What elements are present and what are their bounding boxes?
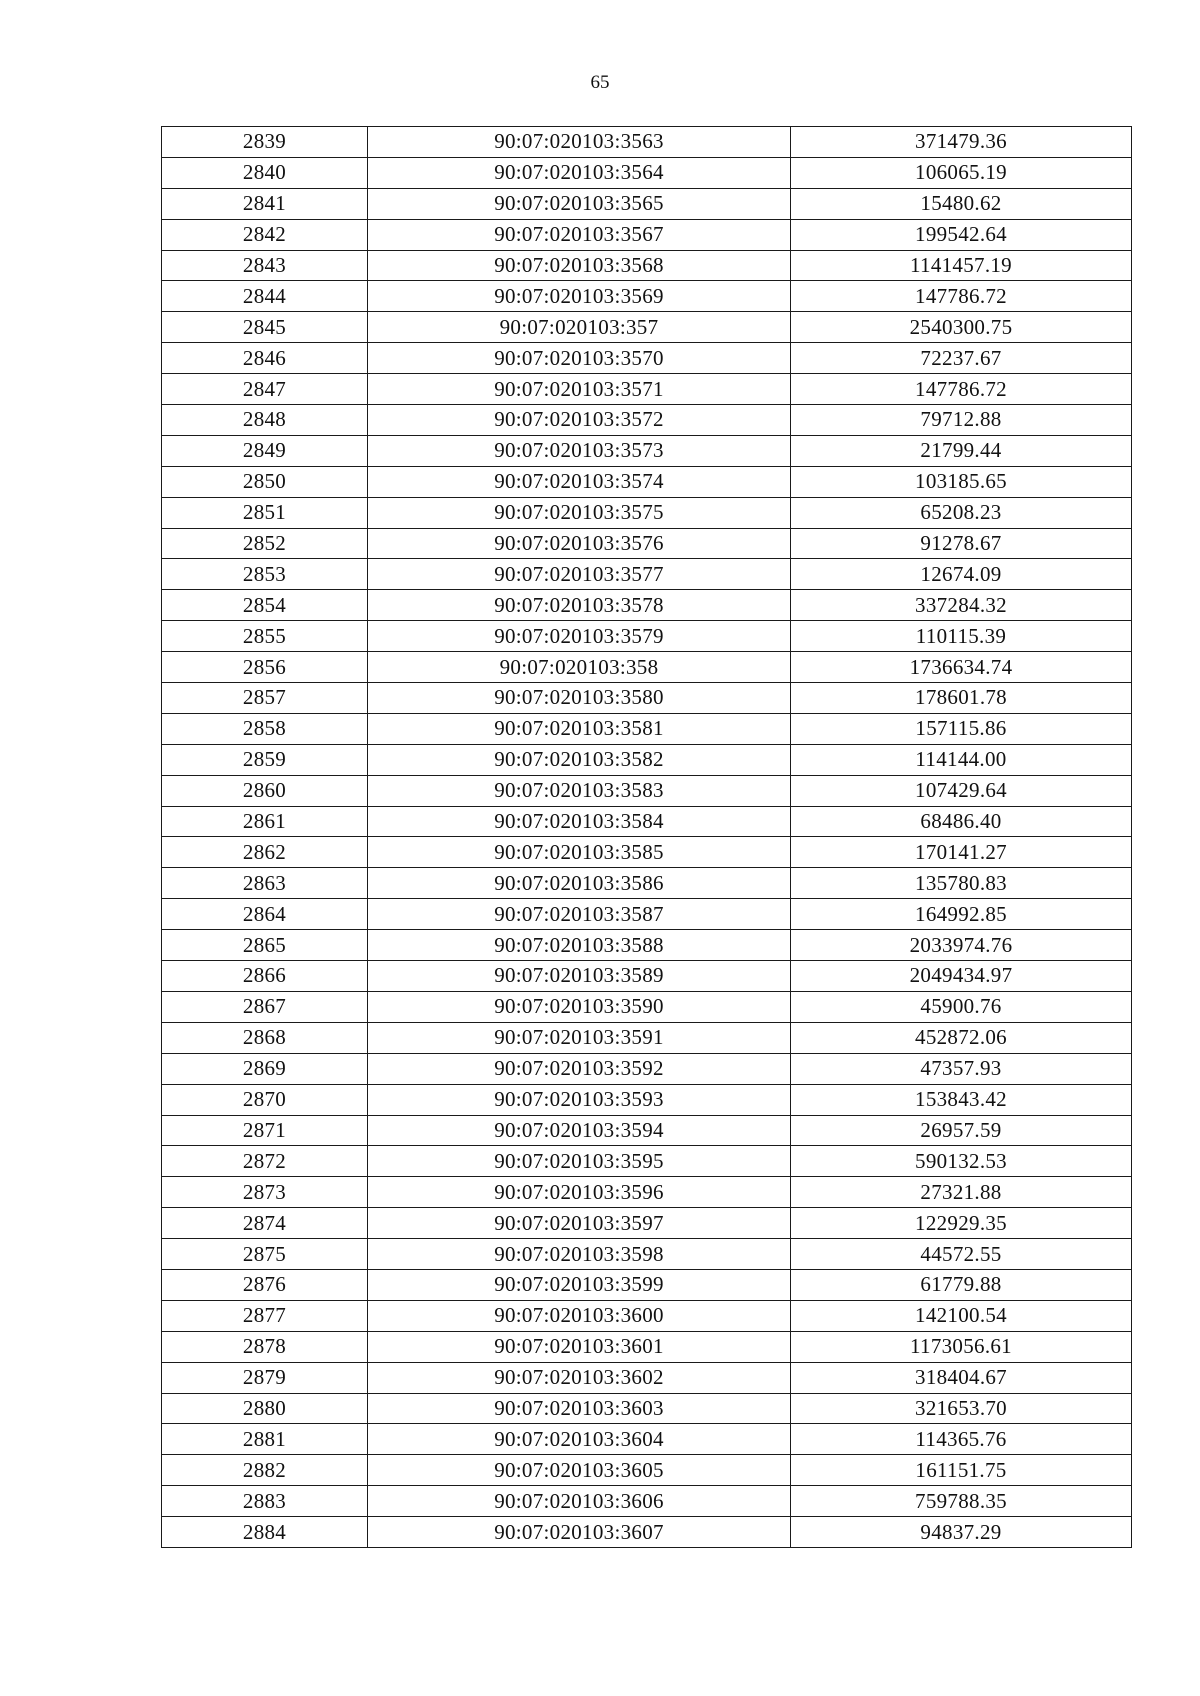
table-row — [162, 1517, 1132, 1548]
cadastral-number-cell: 90:07:020103:358 — [368, 652, 791, 683]
row-number-cell: 2858 — [162, 713, 368, 744]
cadastral-number-cell: 90:07:020103:3584 — [368, 806, 791, 837]
table-row — [162, 1486, 1132, 1517]
cadastral-value-cell: 114144.00 — [791, 744, 1132, 775]
table-row — [162, 435, 1132, 466]
cadastral-value-cell: 318404.67 — [791, 1362, 1132, 1393]
row-number-cell: 2865 — [162, 930, 368, 961]
row-number-cell: 2863 — [162, 868, 368, 899]
cadastral-value-table — [161, 126, 1132, 1548]
cadastral-value-cell: 114365.76 — [791, 1424, 1132, 1455]
row-number-cell: 2871 — [162, 1115, 368, 1146]
row-number-cell: 2880 — [162, 1393, 368, 1424]
cadastral-value-cell: 590132.53 — [791, 1146, 1132, 1177]
table-row — [162, 127, 1132, 158]
cadastral-number-cell: 90:07:020103:3563 — [368, 127, 791, 158]
table-row — [162, 590, 1132, 621]
table-row — [162, 528, 1132, 559]
row-number-cell: 2853 — [162, 559, 368, 590]
row-number-cell: 2861 — [162, 806, 368, 837]
row-number-cell: 2884 — [162, 1517, 368, 1548]
cadastral-number-cell: 90:07:020103:3583 — [368, 775, 791, 806]
table-row — [162, 405, 1132, 436]
table-row — [162, 1177, 1132, 1208]
row-number-cell: 2856 — [162, 652, 368, 683]
row-number-cell: 2854 — [162, 590, 368, 621]
row-number-cell: 2844 — [162, 281, 368, 312]
cadastral-number-cell: 90:07:020103:3604 — [368, 1424, 791, 1455]
cadastral-number-cell: 90:07:020103:3590 — [368, 991, 791, 1022]
cadastral-value-cell: 2049434.97 — [791, 961, 1132, 992]
row-number-cell: 2866 — [162, 961, 368, 992]
row-number-cell: 2847 — [162, 374, 368, 405]
cadastral-value-cell: 1173056.61 — [791, 1331, 1132, 1362]
cadastral-value-cell: 142100.54 — [791, 1300, 1132, 1331]
row-number-cell: 2879 — [162, 1362, 368, 1393]
row-number-cell: 2842 — [162, 219, 368, 250]
row-number-cell: 2876 — [162, 1269, 368, 1300]
table-row — [162, 1362, 1132, 1393]
table-row — [162, 1022, 1132, 1053]
cadastral-number-cell: 90:07:020103:3607 — [368, 1517, 791, 1548]
table-row — [162, 806, 1132, 837]
cadastral-value-cell: 199542.64 — [791, 219, 1132, 250]
table-row — [162, 621, 1132, 652]
cadastral-number-cell: 90:07:020103:3598 — [368, 1239, 791, 1270]
table-row — [162, 1208, 1132, 1239]
cadastral-value-cell: 452872.06 — [791, 1022, 1132, 1053]
cadastral-number-cell: 90:07:020103:3575 — [368, 497, 791, 528]
cadastral-number-cell: 90:07:020103:3564 — [368, 157, 791, 188]
table-row — [162, 559, 1132, 590]
row-number-cell: 2882 — [162, 1455, 368, 1486]
cadastral-number-cell: 90:07:020103:3592 — [368, 1053, 791, 1084]
row-number-cell: 2855 — [162, 621, 368, 652]
row-number-cell: 2859 — [162, 744, 368, 775]
cadastral-value-cell: 44572.55 — [791, 1239, 1132, 1270]
cadastral-value-cell: 147786.72 — [791, 374, 1132, 405]
cadastral-number-cell: 90:07:020103:3603 — [368, 1393, 791, 1424]
cadastral-number-cell: 90:07:020103:3597 — [368, 1208, 791, 1239]
row-number-cell: 2864 — [162, 899, 368, 930]
cadastral-value-cell: 27321.88 — [791, 1177, 1132, 1208]
cadastral-value-cell: 122929.35 — [791, 1208, 1132, 1239]
table-row — [162, 343, 1132, 374]
cadastral-value-cell: 164992.85 — [791, 899, 1132, 930]
table-row — [162, 1053, 1132, 1084]
row-number-cell: 2841 — [162, 188, 368, 219]
cadastral-value-cell: 26957.59 — [791, 1115, 1132, 1146]
cadastral-number-cell: 90:07:020103:3591 — [368, 1022, 791, 1053]
cadastral-number-cell: 90:07:020103:3578 — [368, 590, 791, 621]
cadastral-value-cell: 91278.67 — [791, 528, 1132, 559]
table-row — [162, 1239, 1132, 1270]
cadastral-value-cell: 107429.64 — [791, 775, 1132, 806]
row-number-cell: 2878 — [162, 1331, 368, 1362]
row-number-cell: 2862 — [162, 837, 368, 868]
row-number-cell: 2846 — [162, 343, 368, 374]
cadastral-number-cell: 90:07:020103:3574 — [368, 466, 791, 497]
cadastral-number-cell: 90:07:020103:3572 — [368, 405, 791, 436]
row-number-cell: 2872 — [162, 1146, 368, 1177]
table-row — [162, 1424, 1132, 1455]
table-row — [162, 961, 1132, 992]
cadastral-number-cell: 90:07:020103:357 — [368, 312, 791, 343]
cadastral-value-cell: 94837.29 — [791, 1517, 1132, 1548]
table-row — [162, 157, 1132, 188]
cadastral-number-cell: 90:07:020103:3570 — [368, 343, 791, 374]
cadastral-value-cell: 103185.65 — [791, 466, 1132, 497]
cadastral-number-cell: 90:07:020103:3571 — [368, 374, 791, 405]
cadastral-value-cell: 79712.88 — [791, 405, 1132, 436]
table-row — [162, 1115, 1132, 1146]
row-number-cell: 2881 — [162, 1424, 368, 1455]
cadastral-number-cell: 90:07:020103:3600 — [368, 1300, 791, 1331]
row-number-cell: 2848 — [162, 405, 368, 436]
table-row — [162, 683, 1132, 714]
row-number-cell: 2867 — [162, 991, 368, 1022]
row-number-cell: 2877 — [162, 1300, 368, 1331]
cadastral-value-cell: 110115.39 — [791, 621, 1132, 652]
cadastral-value-cell: 65208.23 — [791, 497, 1132, 528]
cadastral-value-cell: 147786.72 — [791, 281, 1132, 312]
cadastral-number-cell: 90:07:020103:3576 — [368, 528, 791, 559]
cadastral-value-cell: 72237.67 — [791, 343, 1132, 374]
row-number-cell: 2843 — [162, 250, 368, 281]
table-row — [162, 250, 1132, 281]
cadastral-number-cell: 90:07:020103:3599 — [368, 1269, 791, 1300]
table-row — [162, 1269, 1132, 1300]
cadastral-value-cell: 106065.19 — [791, 157, 1132, 188]
cadastral-value-cell: 170141.27 — [791, 837, 1132, 868]
cadastral-value-cell: 337284.32 — [791, 590, 1132, 621]
row-number-cell: 2875 — [162, 1239, 368, 1270]
cadastral-number-cell: 90:07:020103:3579 — [368, 621, 791, 652]
table-row — [162, 188, 1132, 219]
table-row — [162, 868, 1132, 899]
cadastral-number-cell: 90:07:020103:3585 — [368, 837, 791, 868]
cadastral-value-cell: 157115.86 — [791, 713, 1132, 744]
cadastral-value-cell: 371479.36 — [791, 127, 1132, 158]
cadastral-value-cell: 21799.44 — [791, 435, 1132, 466]
cadastral-value-cell: 1736634.74 — [791, 652, 1132, 683]
page-number: 65 — [590, 72, 610, 93]
cadastral-value-cell: 2540300.75 — [791, 312, 1132, 343]
table-row — [162, 497, 1132, 528]
table-row — [162, 652, 1132, 683]
row-number-cell: 2845 — [162, 312, 368, 343]
row-number-cell: 2840 — [162, 157, 368, 188]
cadastral-number-cell: 90:07:020103:3582 — [368, 744, 791, 775]
cadastral-value-cell: 178601.78 — [791, 683, 1132, 714]
cadastral-number-cell: 90:07:020103:3589 — [368, 961, 791, 992]
cadastral-value-cell: 15480.62 — [791, 188, 1132, 219]
cadastral-value-cell: 153843.42 — [791, 1084, 1132, 1115]
row-number-cell: 2873 — [162, 1177, 368, 1208]
cadastral-value-cell: 1141457.19 — [791, 250, 1132, 281]
cadastral-number-cell: 90:07:020103:3594 — [368, 1115, 791, 1146]
table-row — [162, 1455, 1132, 1486]
table-row — [162, 1084, 1132, 1115]
cadastral-number-cell: 90:07:020103:3588 — [368, 930, 791, 961]
cadastral-number-cell: 90:07:020103:3593 — [368, 1084, 791, 1115]
table-row — [162, 713, 1132, 744]
cadastral-value-cell: 45900.76 — [791, 991, 1132, 1022]
cadastral-number-cell: 90:07:020103:3577 — [368, 559, 791, 590]
cadastral-number-cell: 90:07:020103:3605 — [368, 1455, 791, 1486]
table-row — [162, 1146, 1132, 1177]
row-number-cell: 2870 — [162, 1084, 368, 1115]
cadastral-number-cell: 90:07:020103:3580 — [368, 683, 791, 714]
cadastral-number-cell: 90:07:020103:3565 — [368, 188, 791, 219]
table-row — [162, 1331, 1132, 1362]
cadastral-value-cell: 2033974.76 — [791, 930, 1132, 961]
table-row — [162, 219, 1132, 250]
cadastral-number-cell: 90:07:020103:3586 — [368, 868, 791, 899]
cadastral-value-cell: 68486.40 — [791, 806, 1132, 837]
table-row — [162, 281, 1132, 312]
row-number-cell: 2857 — [162, 683, 368, 714]
cadastral-value-cell: 47357.93 — [791, 1053, 1132, 1084]
row-number-cell: 2883 — [162, 1486, 368, 1517]
cadastral-number-cell: 90:07:020103:3596 — [368, 1177, 791, 1208]
row-number-cell: 2851 — [162, 497, 368, 528]
table-row — [162, 1393, 1132, 1424]
cadastral-number-cell: 90:07:020103:3587 — [368, 899, 791, 930]
table-row — [162, 312, 1132, 343]
cadastral-number-cell: 90:07:020103:3606 — [368, 1486, 791, 1517]
row-number-cell: 2850 — [162, 466, 368, 497]
table-row — [162, 466, 1132, 497]
cadastral-number-cell: 90:07:020103:3602 — [368, 1362, 791, 1393]
table-row — [162, 775, 1132, 806]
row-number-cell: 2852 — [162, 528, 368, 559]
table-row — [162, 899, 1132, 930]
cadastral-value-cell: 759788.35 — [791, 1486, 1132, 1517]
cadastral-value-cell: 161151.75 — [791, 1455, 1132, 1486]
table-row — [162, 1300, 1132, 1331]
table-row — [162, 837, 1132, 868]
table-row — [162, 991, 1132, 1022]
table-row — [162, 930, 1132, 961]
cadastral-value-cell: 321653.70 — [791, 1393, 1132, 1424]
cadastral-value-cell: 61779.88 — [791, 1269, 1132, 1300]
cadastral-number-cell: 90:07:020103:3581 — [368, 713, 791, 744]
cadastral-number-cell: 90:07:020103:3567 — [368, 219, 791, 250]
cadastral-value-cell: 12674.09 — [791, 559, 1132, 590]
row-number-cell: 2860 — [162, 775, 368, 806]
table-body — [162, 127, 1132, 1548]
row-number-cell: 2869 — [162, 1053, 368, 1084]
table-row — [162, 744, 1132, 775]
cadastral-number-cell: 90:07:020103:3568 — [368, 250, 791, 281]
cadastral-number-cell: 90:07:020103:3573 — [368, 435, 791, 466]
row-number-cell: 2839 — [162, 127, 368, 158]
row-number-cell: 2874 — [162, 1208, 368, 1239]
cadastral-number-cell: 90:07:020103:3601 — [368, 1331, 791, 1362]
cadastral-number-cell: 90:07:020103:3569 — [368, 281, 791, 312]
cadastral-number-cell: 90:07:020103:3595 — [368, 1146, 791, 1177]
cadastral-value-cell: 135780.83 — [791, 868, 1132, 899]
row-number-cell: 2868 — [162, 1022, 368, 1053]
row-number-cell: 2849 — [162, 435, 368, 466]
table-row — [162, 374, 1132, 405]
